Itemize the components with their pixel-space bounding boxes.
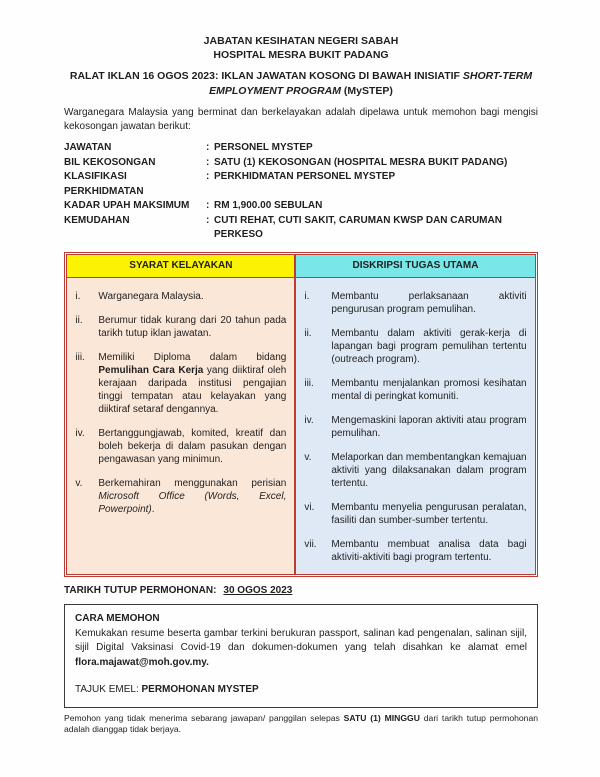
item-numeral: iii.	[75, 351, 85, 363]
item-text-italic: Microsoft Office (Words, Excel, Powerpoint)	[98, 490, 287, 515]
detail-separator: :	[206, 214, 210, 226]
detail-row-klasifikasi	[64, 170, 538, 199]
detail-value: SATU (1) KEKOSONGAN (HOSPITAL MESRA BUKIT PADANG)	[214, 156, 508, 168]
item-text: Membantu membuat analisa data bagi aktiviti-aktiviti bagi program tertentu.	[331, 538, 527, 563]
item-text-pre: Berkemahiran menggunakan perisian	[98, 477, 287, 489]
detail-label: KEMUDAHAN	[64, 214, 130, 226]
detail-label: KLASIFIKASI PERKHIDMATAN	[64, 171, 144, 197]
duties-list	[302, 290, 526, 564]
item-text: Warganegara Malaysia.	[98, 290, 204, 302]
item-numeral: iii.	[304, 377, 314, 389]
item-numeral: v.	[75, 477, 83, 489]
duty-item	[302, 414, 526, 440]
item-text-post: .	[151, 503, 155, 515]
email-subject-label: TAJUK EMEL:	[75, 684, 142, 696]
title-pre: RALAT IKLAN 16 OGOS 2023: IKLAN JAWATAN KOSONG DI BAWAH INISIATIF	[69, 70, 463, 82]
apply-text-pre: Kemukakan resume beserta gambar terkini berukuran passport, salinan kad pengenalan, salinan sijil, sijil Digital Vaksinasi Covid-19 dan dokumen-dokumen yang telah disahkan ke alamat emel	[75, 627, 527, 654]
closing-date-line	[64, 584, 538, 598]
item-text: Berumur tidak kurang dari 20 tahun pada tarikh tutup iklan jawatan.	[98, 314, 287, 339]
closing-date-label: TARIKH TUTUP PERMOHONAN:	[64, 585, 217, 597]
duty-item	[302, 538, 526, 564]
detail-label: KADAR UPAH MAKSIMUM	[64, 200, 190, 211]
title-post: (MySTEP)	[340, 84, 393, 97]
document-title	[64, 69, 538, 98]
footer-text-bold: SATU (1) MINGGU	[343, 712, 420, 723]
detail-row-kadar-upah	[64, 199, 538, 214]
item-text: Membantu dalam aktiviti gerak-kerja di lapangan bagi program pemulihan tertentu (outreach program).	[331, 327, 527, 365]
detail-value: PERKHIDMATAN PERSONEL MYSTEP	[214, 171, 396, 182]
qualification-item	[73, 477, 286, 516]
footer-text-post: dari tarikh tutup permohonan adalah dianggap tidak berjaya.	[64, 712, 538, 735]
item-numeral: ii.	[75, 314, 83, 326]
detail-separator: :	[206, 142, 210, 153]
detail-row-bil-kekosongan	[64, 156, 538, 171]
detail-value: PERSONEL MYSTEP	[214, 142, 313, 153]
qualifications-list	[73, 290, 286, 516]
title-italic: SHORT-TERM EMPLOYMENT PROGRAM	[209, 70, 533, 97]
item-text-post: yang diiktiraf oleh kerajaan daripada institusi pengajian tinggi tempatan atau kelayakan yang diiktiraf setaraf dengannya.	[98, 364, 287, 415]
email-subject-value: PERMOHONAN MYSTEP	[141, 684, 259, 696]
item-numeral: iv.	[75, 427, 85, 439]
item-text: Melaporkan dan membentangkan kemajuan aktiviti yang dilaksanakan dalam program tertentu.	[331, 451, 527, 489]
requirements-duties-table	[64, 252, 538, 578]
detail-separator: :	[206, 156, 210, 168]
intro-paragraph: Warganegara Malaysia yang berminat dan berkelayakan adalah dipelawa untuk memohon bagi mengisi kekosongan jawatan berikut:	[64, 107, 538, 132]
detail-row-kemudahan	[64, 214, 538, 243]
duty-item	[302, 290, 526, 316]
detail-separator: :	[206, 171, 210, 182]
item-numeral: vii.	[304, 538, 317, 550]
item-text: Bertanggungjawab, komited, kreatif dan boleh bekerja di dalam pasukan dengan pengawasan yang minimun.	[98, 427, 287, 465]
org-name-line2: HOSPITAL MESRA BUKIT PADANG	[213, 49, 389, 61]
detail-value: RM 1,900.00 SEBULAN	[214, 200, 323, 211]
qualification-item	[73, 314, 286, 340]
org-name-line1: JABATAN KESIHATAN NEGERI SABAH	[203, 35, 399, 47]
qualifications-cell	[66, 278, 295, 575]
footer-note	[64, 713, 538, 736]
detail-label: JAWATAN	[64, 142, 112, 153]
detail-separator: :	[206, 200, 210, 211]
qualification-item	[73, 290, 286, 303]
how-to-apply-box	[64, 604, 538, 708]
item-text: Mengemaskini laporan aktiviti atau program pemulihan.	[331, 414, 527, 439]
job-details-list	[64, 141, 538, 243]
contact-email: flora.majawat@moh.gov.my	[75, 656, 207, 668]
item-text: Membantu menjalankan promosi kesihatan mental di peringkat komuniti.	[331, 377, 527, 402]
duty-item	[302, 327, 526, 366]
email-subject-line	[75, 683, 527, 698]
how-to-apply-title: CARA MEMOHON	[75, 613, 160, 625]
qualification-item	[73, 427, 286, 466]
qualification-item	[73, 351, 286, 416]
item-numeral: i.	[75, 290, 81, 302]
apply-text-post: .	[206, 656, 209, 668]
item-numeral: i.	[304, 290, 310, 302]
item-numeral: vi.	[304, 501, 315, 513]
duties-cell	[295, 278, 535, 575]
org-header	[64, 34, 538, 62]
item-text: Membantu perlaksanaan aktiviti pengurusan program pemulihan.	[331, 290, 527, 315]
how-to-apply-body	[75, 627, 527, 671]
item-text-bold: Pemulihan Cara Kerja	[98, 364, 204, 376]
closing-date-value: 30 OGOS 2023	[223, 585, 293, 597]
table-header-syarat-kelayakan: SYARAT KELAYAKAN	[66, 254, 295, 278]
item-numeral: ii.	[304, 327, 312, 339]
item-numeral: v.	[304, 451, 312, 463]
item-numeral: iv.	[304, 414, 314, 426]
table-header-diskripsi-tugas: DISKRIPSI TUGAS UTAMA	[295, 254, 535, 278]
duty-item	[302, 377, 526, 403]
detail-value: CUTI REHAT, CUTI SAKIT, CARUMAN KWSP DAN CARUMAN PERKESO	[214, 214, 502, 240]
duty-item	[302, 501, 526, 527]
footer-text-pre: Pemohon yang tidak menerima sebarang jawapan/ panggilan selepas	[64, 712, 344, 723]
duty-item	[302, 451, 526, 490]
detail-row-jawatan	[64, 141, 538, 156]
item-text: Membantu menyelia pengurusan peralatan, fasiliti dan sumber-sumber tertentu.	[331, 501, 527, 526]
item-text-pre: Memiliki Diploma dalam bidang	[98, 351, 287, 363]
detail-label: BIL KEKOSONGAN	[64, 156, 156, 168]
